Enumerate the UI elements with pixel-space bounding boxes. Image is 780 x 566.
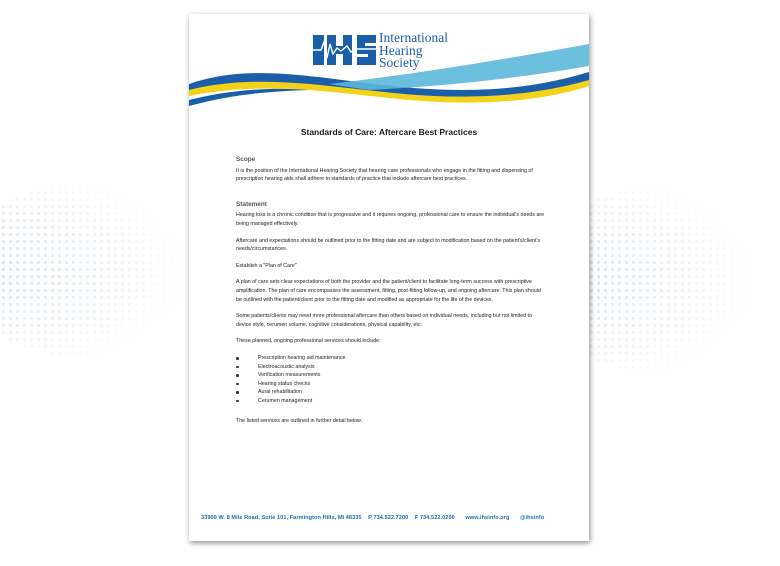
logo-line-3: Society xyxy=(379,55,420,70)
document-title: Standards of Care: Aftercare Best Practices xyxy=(300,127,478,137)
ihs-logo-mark xyxy=(313,32,377,68)
footer-website-link[interactable]: www.ihsinfo.org xyxy=(465,515,510,521)
list-item-text: Hearing status checks xyxy=(258,380,311,387)
services-list xyxy=(236,354,546,406)
footer-address: 33900 W. 8 Mile Road, Suite 101, Farmington Hills, MI 48335 xyxy=(201,515,362,521)
footer-fax: F 734.522.0200 xyxy=(414,515,455,521)
statement-paragraph-1: Hearing loss is a chronic condition that is progressive and it requires ongoing, professional care to ensure the individual's needs are being managed effectively. xyxy=(236,212,545,227)
footer-social-handle[interactable]: @ihsinfo xyxy=(520,515,545,521)
scope-paragraph: It is the position of the International Hearing Society that hearing care professionals who engage in the fitting and dispensing of prescription hearing aids shall adhere to standards of practice that include aftercare best practices. xyxy=(236,167,533,183)
bullet-icon xyxy=(236,357,239,360)
plan-of-care-heading: Establish a "Plan of Care" xyxy=(236,262,297,269)
bullet-icon xyxy=(236,391,239,394)
list-item xyxy=(236,388,546,397)
list-item-text: Aural rehabilitation xyxy=(258,389,302,396)
services-intro: These planned, ongoing professional services should include: xyxy=(236,338,381,345)
plan-paragraph-2: Some patients/clients may need more professional aftercare than others based on individual needs, including but not limited to device style, cerumen volume, cognitive considerations, physical capability, etc. xyxy=(236,313,532,328)
bullet-icon xyxy=(236,366,239,369)
ihs-logo xyxy=(313,32,483,72)
bullet-icon xyxy=(236,374,239,377)
list-item-text: Prescription hearing aid maintenance xyxy=(258,354,346,361)
document-body xyxy=(236,156,546,434)
logo-line-1: International xyxy=(379,30,448,45)
list-item xyxy=(236,363,546,372)
list-item-text: Electroacoustic analysis xyxy=(258,363,315,370)
document-page xyxy=(189,14,589,541)
plan-paragraph-1: A plan of care sets clear expectations of both the provider and the patient/client to facilitate long-term success with prescriptive amplification. The plan of care encompasses the assessment, fitting, post-fitting follow-up, and ongoing aftercare. This plan should be outlined with the patient/client prior to the fitting date and modified as appropriate for the life of the devices. xyxy=(236,279,541,303)
logo-wordmark xyxy=(379,32,448,70)
bullet-icon xyxy=(236,400,239,403)
list-item-text: Verification measurements xyxy=(258,372,321,379)
list-item-text: Cerumen management xyxy=(258,397,313,404)
bullet-icon xyxy=(236,383,239,386)
list-item xyxy=(236,354,546,363)
statement-heading: Statement xyxy=(236,200,267,208)
scope-heading: Scope xyxy=(236,156,256,163)
page-footer xyxy=(201,515,577,521)
list-item xyxy=(236,371,546,380)
statement-paragraph-2: Aftercare and expectations should be outlined prior to the fitting date and are subject to modification based on the patient's/client's needs/circumstances. xyxy=(236,237,541,253)
list-item xyxy=(236,380,546,389)
list-item xyxy=(236,397,546,406)
logo-line-2: Hearing xyxy=(379,42,423,58)
footer-phone: P 734.522.7200 xyxy=(368,515,409,521)
closing-sentence: The listed services are outlined in further detail below. xyxy=(236,418,363,425)
